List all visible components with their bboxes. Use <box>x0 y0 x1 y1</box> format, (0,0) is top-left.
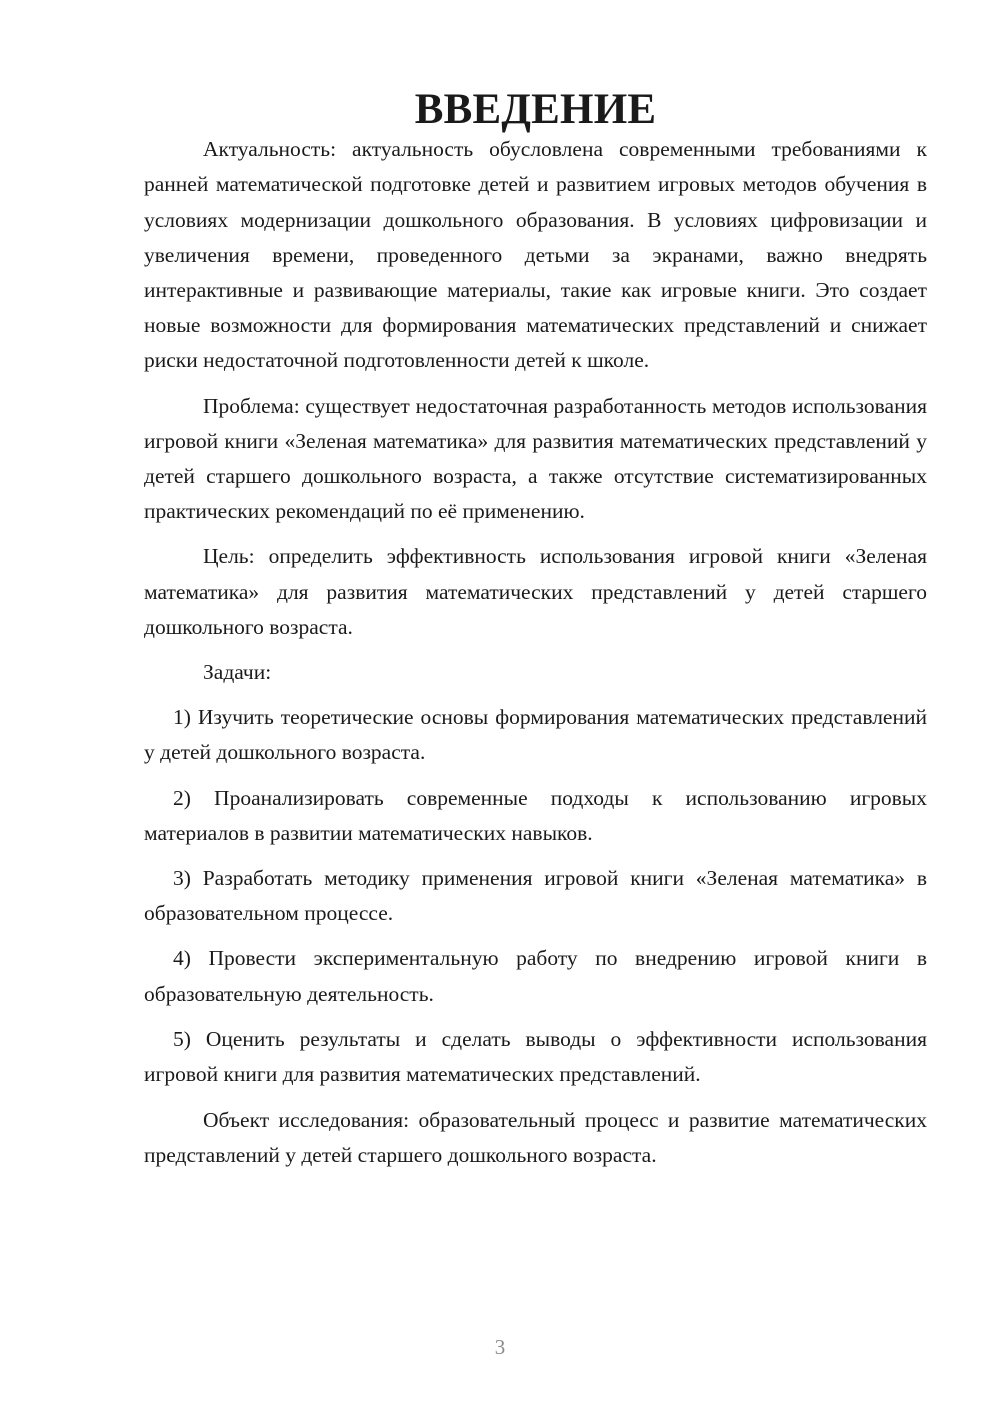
list-item: 2) Проанализировать современные подходы к использованию игровых материалов в развитии математических навыков. <box>144 785 927 845</box>
list-item: 1) Изучить теоретические основы формирования математических представлений у детей дошкольного возраста. <box>144 705 927 765</box>
tasks-heading: Задачи: <box>203 660 272 685</box>
list-item: 5) Оценить результаты и сделать выводы о эффективности использования игровой книги для развития математических представлений. <box>144 1026 927 1087</box>
list-item: 4) Провести экспериментальную работу по внедрению игровой книги в образовательную деятельность. <box>144 946 927 1006</box>
paragraph-relevance: Актуальность: актуальность обусловлена современными требованиями к ранней математической подготовке детей и развитием игровых методов обучения в условиях модернизации дошкольного образования. В условиях цифровизации и увеличения времени, проведенного детьми за экранами, важно внедрять интерактивные и развивающие материалы, такие как игровые книги. Это создает новые возможности для формирования математических представлений и снижает риски недостаточной подготовленности детей к школе. <box>144 137 927 373</box>
page-title: ВВЕДЕНИЕ <box>414 86 657 133</box>
tasks-list <box>144 700 927 1092</box>
page-content <box>144 86 927 1174</box>
page-number: 3 <box>494 1335 506 1359</box>
paragraph-object: Объект исследования: образовательный процесс и развитие математических представлений у детей старшего дошкольного возраста. <box>144 1108 927 1168</box>
paragraph-problem: Проблема: существует недостаточная разработанность методов использования игровой книги «Зеленая математика» для развития математических представлений у детей старшего дошкольного возраста, а также отсутствие систематизированных практических рекомендаций по её применению. <box>144 393 927 524</box>
list-item: 3) Разработать методику применения игровой книги «Зеленая математика» в образовательном процессе. <box>144 866 927 926</box>
paragraph-goal: Цель: определить эффективность использования игровой книги «Зеленая математика» для развития математических представлений у детей старшего дошкольного возраста. <box>144 544 927 639</box>
